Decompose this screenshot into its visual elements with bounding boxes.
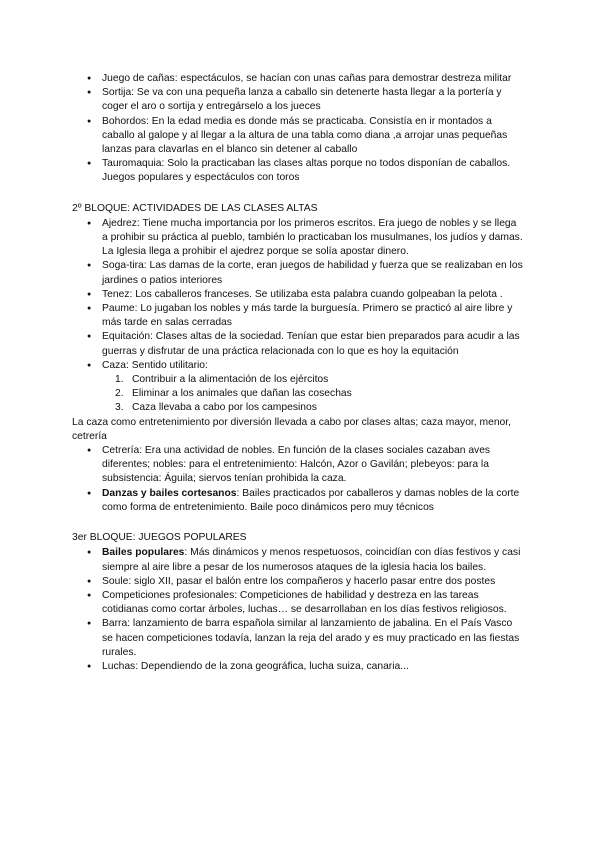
list-item-text: : Bailes practicados por caballeros y damas nobles de la corte como forma de entretenimiento. Baile poco dinámicos pero muy técnicos [102,487,520,513]
list-item: ● Caza: Sentido utilitario: [72,359,524,373]
section3-list [72,546,524,674]
list-item [72,444,524,487]
numbered-item-text: Contribuir a la alimentación de los ejércitos [132,374,329,386]
list-item [72,660,524,674]
list-item-text: Cetrería: Era una actividad de nobles. En función de la clases sociales cazaban aves diferentes; nobles: para el entretenimiento: Halcón, Azor o Gavilán; plebeyos: para la subsistencia: Águila; siervos tenían prohibida la caza. [102,445,491,485]
section2-heading: 2º BLOQUE: ACTIVIDADES DE LAS CLASES ALTAS [72,202,318,214]
list-item: ● Ajedrez: Tiene mucha importancia por los primeros escritos. Era juego de nobles y se llega a prohibir su práctica al pueblo, también lo practicaban los musulmanes, los judíos y damas. La Iglesia llega a prohibir el ajedrez porque se solía apostar dinero. [72,217,524,260]
section2-list-continued [72,444,524,515]
numbered-item-text: Caza llevaba a cabo por los campesinos [132,402,317,414]
list-item-bold-term: Bailes populares [102,547,185,559]
section1-list [72,72,524,186]
item-number: 2. [115,388,124,400]
caza-numbered-list [72,373,524,416]
list-item [72,589,524,617]
item-number: 3. [115,402,124,414]
list-item: ● Tauromaquia: Solo la practicaban las clases altas porque no todos disponían de caballos. Juegos populares y espectáculos con toros [72,157,524,185]
numbered-item-text: Eliminar a los animales que dañan las cosechas [132,388,352,400]
list-item: ● Juego de cañas: espectáculos, se hacían con unas cañas para demostrar destreza militar [72,72,524,86]
list-item-text: Luchas: Dependiendo de la zona geográfica, lucha suiza, canaria... [102,660,409,672]
list-item: ● Bohordos: En la edad media es donde más se practicaba. Consistía en ir montados a caballo al galope y al llegar a la altura de una tabla como diana ,a arrojar unas pequeñas lanzas para clavarlas en el blanco sin detener al caballo [72,115,524,158]
list-item: ● Sortija: Se va con una pequeña lanza a caballo sin detenerte hasta llegar a la portería y coger el aro o sortija y entregárselo a los jueces [72,86,524,114]
list-item: ● Soga-tira: Las damas de la corte, eran juegos de habilidad y fuerza que se realizaban en los jardines o patios interiores [72,259,524,287]
list-item-bold-term: Danzas y bailes cortesanos [102,487,237,499]
numbered-item [72,401,524,415]
list-item-text: : Más dinámicos y menos respetuosos, coincidían con días festivos y casi siempre al aire libre a pesar de los numerosos ataques de la iglesia hacia los bailes. [102,547,521,573]
list-item-text: Barra: lanzamiento de barra española similar al lanzamiento de jabalina. En el País Vasco se hacen competiciones todavía, lanzan la reja del arado y es muy practicado en las fiestas rurales. [102,618,520,658]
numbered-item [72,387,524,401]
caza-paragraph: La caza como entretenimiento por diversión llevada a cabo por clases altas; caza mayor, menor, cetrería [72,416,511,442]
list-item: ● Paume: Lo jugaban los nobles y más tarde la burguesía. Primero se practicó al aire libre y más tarde en salas cerradas [72,302,524,330]
section2-list [72,217,524,373]
section3-heading: 3er BLOQUE: JUEGOS POPULARES [72,532,247,544]
list-item [72,575,524,589]
list-item: ● Tenez: Los caballeros franceses. Se utilizaba esta palabra cuando golpeaban la pelota . [72,288,524,302]
list-item [72,546,524,574]
list-item-text: Competiciones profesionales: Competiciones de habilidad y destreza en las tareas cotidianas como cortar árboles, luchas… se desarrollaban en los días festivos religiosos. [102,589,507,616]
list-item [72,617,524,660]
item-number: 1. [115,374,124,386]
numbered-item [72,373,524,387]
document-page [72,72,524,674]
list-item [72,487,524,515]
list-item-text: Soule: siglo XII, pasar el balón entre los compañeros y hacerlo pasar entre dos postes [102,575,496,587]
list-item: ● Equitación: Clases altas de la sociedad. Tenían que estar bien preparados para acudir a las guerras y disfrutar de una práctica relacionada con lo que es hoy la equitación [72,330,524,358]
